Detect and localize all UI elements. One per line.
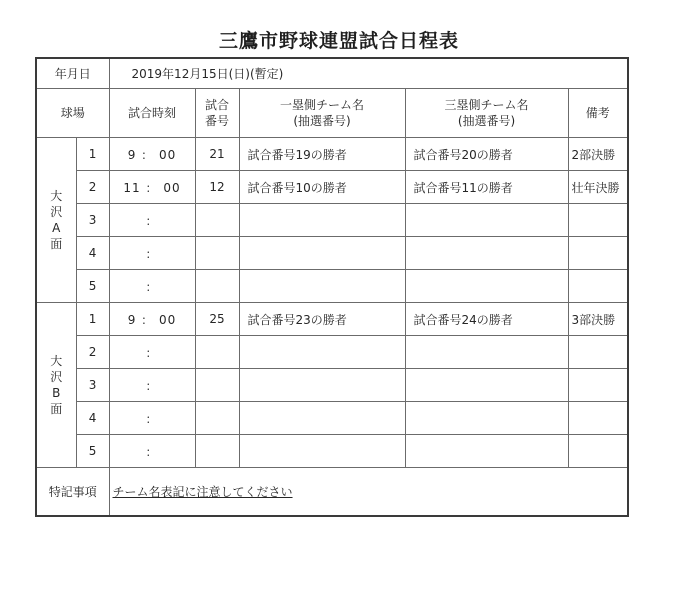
remark: 3部決勝 — [568, 303, 628, 336]
venue-b-char: 大 — [50, 354, 63, 368]
date-value: 2019年12月15日(日)(暫定) — [109, 58, 628, 89]
row-number: 3 — [76, 204, 109, 237]
third-base-team — [405, 270, 568, 303]
third-base-team: 試合番号24の勝者 — [405, 303, 568, 336]
venue-a-char: A — [52, 221, 61, 235]
date-row — [36, 58, 628, 89]
remark — [568, 402, 628, 435]
remark — [568, 237, 628, 270]
venue-b-char: 面 — [50, 402, 63, 416]
header-third-base-team-line2: (抽選番号) — [457, 114, 516, 128]
game-number — [195, 204, 239, 237]
header-first-base-team — [239, 89, 405, 138]
venue-b-char: 沢 — [50, 370, 63, 384]
notes-label: 特記事項 — [36, 468, 109, 517]
row-number: 2 — [76, 171, 109, 204]
game-time: ： — [109, 369, 195, 402]
row-number: 5 — [76, 435, 109, 468]
third-base-team — [405, 237, 568, 270]
first-base-team: 試合番号10の勝者 — [239, 171, 405, 204]
table-row — [36, 204, 628, 237]
header-remarks: 備考 — [568, 89, 628, 138]
table-row — [36, 336, 628, 369]
table-row — [36, 171, 628, 204]
notes-row — [36, 468, 628, 517]
game-number — [195, 270, 239, 303]
row-number: 2 — [76, 336, 109, 369]
game-time: 9 ： 00 — [109, 138, 195, 171]
header-game-number — [195, 89, 239, 138]
game-time: ： — [109, 435, 195, 468]
venue-a-char: 大 — [50, 189, 63, 203]
game-number — [195, 435, 239, 468]
game-time: 11 ： 00 — [109, 171, 195, 204]
header-first-base-team-line2: (抽選番号) — [293, 114, 351, 128]
third-base-team — [405, 336, 568, 369]
third-base-team — [405, 402, 568, 435]
header-row — [36, 89, 628, 138]
game-number: 25 — [195, 303, 239, 336]
third-base-team — [405, 435, 568, 468]
third-base-team: 試合番号20の勝者 — [405, 138, 568, 171]
game-time: ： — [109, 237, 195, 270]
game-number: 21 — [195, 138, 239, 171]
header-game-number-line1: 試合 — [205, 98, 230, 112]
page-title: 三鷹市野球連盟試合日程表 — [218, 30, 459, 52]
remark — [568, 336, 628, 369]
first-base-team: 試合番号23の勝者 — [239, 303, 405, 336]
first-base-team — [239, 336, 405, 369]
table-row — [36, 303, 628, 336]
header-third-base-team — [405, 89, 568, 138]
remark: 2部決勝 — [568, 138, 628, 171]
venue-a-char: 沢 — [50, 205, 63, 219]
row-number: 3 — [76, 369, 109, 402]
header-time: 試合時刻 — [109, 89, 195, 138]
third-base-team: 試合番号11の勝者 — [405, 171, 568, 204]
table-row — [36, 369, 628, 402]
header-third-base-team-line1: 三塁側チーム名 — [444, 98, 529, 112]
remark — [568, 369, 628, 402]
game-number — [195, 237, 239, 270]
table-row — [36, 402, 628, 435]
first-base-team — [239, 270, 405, 303]
header-venue: 球場 — [36, 89, 109, 138]
third-base-team — [405, 204, 568, 237]
game-time: ： — [109, 336, 195, 369]
game-number — [195, 336, 239, 369]
first-base-team — [239, 402, 405, 435]
table-row — [36, 435, 628, 468]
remark: 壮年決勝 — [568, 171, 628, 204]
header-first-base-team-line1: 一塁側チーム名 — [280, 98, 365, 112]
game-number: 12 — [195, 171, 239, 204]
game-time: ： — [109, 402, 195, 435]
row-number: 4 — [76, 237, 109, 270]
game-number — [195, 402, 239, 435]
game-number — [195, 369, 239, 402]
venue-b-char: B — [52, 386, 61, 400]
game-time: ： — [109, 204, 195, 237]
remark — [568, 435, 628, 468]
header-game-number-line2: 番号 — [205, 114, 230, 128]
row-number: 5 — [76, 270, 109, 303]
venue-b-label — [36, 303, 76, 468]
third-base-team — [405, 369, 568, 402]
venue-a-label — [36, 138, 76, 303]
row-number: 4 — [76, 402, 109, 435]
schedule-table — [35, 57, 629, 517]
table-row — [36, 270, 628, 303]
remark — [568, 204, 628, 237]
first-base-team: 試合番号19の勝者 — [239, 138, 405, 171]
table-row — [36, 138, 628, 171]
first-base-team — [239, 237, 405, 270]
first-base-team — [239, 369, 405, 402]
game-time: ： — [109, 270, 195, 303]
table-row — [36, 237, 628, 270]
row-number: 1 — [76, 303, 109, 336]
notes-text: チーム名表記に注意してください — [109, 468, 628, 517]
row-number: 1 — [76, 138, 109, 171]
remark — [568, 270, 628, 303]
date-label: 年月日 — [36, 58, 109, 89]
first-base-team — [239, 204, 405, 237]
venue-a-char: 面 — [50, 237, 63, 251]
first-base-team — [239, 435, 405, 468]
game-time: 9 ： 00 — [109, 303, 195, 336]
